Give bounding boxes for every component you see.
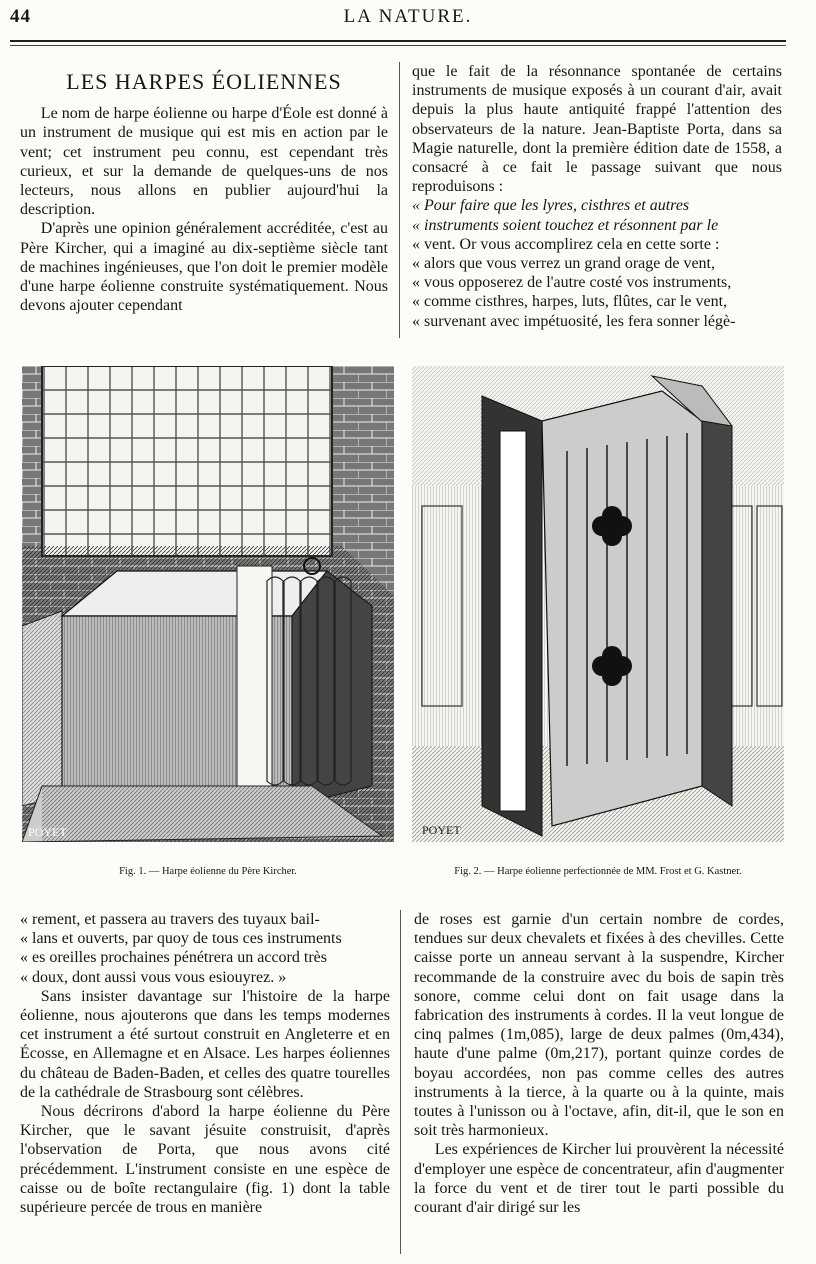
quote-line: « vent. Or vous accomplirez cela en cette sorte : — [412, 235, 720, 253]
paragraph-modern-history: Sans insister davantage sur l'histoire de la harpe éolienne, nous ajouterons que dans les temps modernes cet instrument a été surtout construit en Angleterre et en Écosse, en Allemagne et en Alsace. Les harpes éoliennes du château de Baden-Baden, et celles des quatre tourelles de la cathédrale de Strasbourg sont célèbres. — [20, 987, 390, 1101]
bottom-left-column — [20, 910, 390, 1217]
quote-line: « rement, et passera au travers des tuyaux bail- — [20, 911, 320, 928]
figure-2-engraving — [412, 366, 784, 842]
quote-line: « doux, dont aussi vous vous esiouyrez. » — [20, 968, 287, 986]
figure-1-caption: Fig. 1. — Harpe éolienne du Père Kircher. — [119, 866, 297, 877]
porta-quote — [412, 196, 782, 330]
bottom-right-column — [414, 910, 784, 1217]
header-rule — [10, 40, 786, 42]
quote-line: « lans et ouverts, par quoy de tous ces instruments — [20, 930, 342, 948]
article-title: LES HARPES ÉOLIENNES — [66, 69, 342, 94]
paragraph-kircher-description: Nous décrirons d'abord la harpe éolienne du Père Kircher, que le savant jésuite construisit, d'après l'observation de Porta, que nous avons cité précédemment. L'instrument consiste en une espèce de caisse ou de boîte rectangulaire (fig. 1) dont la table supérieure percée de trous en manière — [20, 1103, 390, 1217]
figure-2-frost-kastner-harp — [412, 366, 784, 842]
quote-line: « survenant avec impétuosité, les fera sonner légè- — [412, 312, 736, 330]
page-header — [0, 0, 816, 40]
figure-1-engraving — [22, 366, 394, 842]
top-right-column — [412, 62, 782, 331]
porta-quote-continued — [20, 910, 390, 987]
figure-2-signature: POYET — [422, 823, 461, 837]
figure-1-kircher-harp — [22, 366, 394, 842]
paragraph-concentrator: Les expériences de Kircher lui prouvèrent la nécessité d'employer une espèce de concentrateur, afin d'augmenter la force du vent et de tirer tout le parti possible du courant d'air dirigé sur les — [414, 1141, 784, 1217]
header-rule-thin — [10, 45, 786, 46]
quote-line: « alors que vous verrez un grand orage de vent, — [412, 255, 715, 273]
paragraph-construction: de roses est garnie d'un certain nombre de cordes, tendues sur deux chevalets et fixées à des chevilles. Cette caisse porte un anneau servant à la suspendre, Kircher recommande de la construire avec du bois de sapin très sonore, comme celui dont on fait usage dans la fabrication des instruments à cordes. Il la veut longue de cinq palmes (1m,085), large de deux palmes (0m,434), haute d'une palme (0m,217), portant quinze cordes de boyau accordées, non pas comme celles des autres instruments à la tierce, à la quarte ou à la quinte, mais toutes à l'unisson ou à l'octave, afin, dit-il, que le son en soit très harmonieux. — [414, 911, 784, 1140]
quote-line: « es oreilles prochaines pénétrera un accord très — [20, 949, 327, 967]
page-number: 44 — [10, 6, 31, 27]
paragraph-intro: Le nom de harpe éolienne ou harpe d'Éole est donné à un instrument de musique qui est mis en action par le vent; cet instrument peu connu, est cependant très curieux, et sur la demande de quelques-uns de nos lecteurs, nous allons en publier aujourd'hui la description. — [20, 105, 388, 219]
quote-line: « Pour faire que les lyres, cisthres et autres — [412, 197, 690, 215]
figure-1-signature: POYET — [28, 825, 67, 839]
column-rule-bottom — [400, 910, 401, 1254]
column-rule-top — [399, 62, 400, 338]
figure-2-caption: Fig. 2. — Harpe éolienne perfectionnée de MM. Frost et G. Kastner. — [454, 866, 742, 877]
paragraph-kircher-origin: D'après une opinion généralement accréditée, c'est au Père Kircher, qui a imaginé au dix-septième siècle tant de machines ingénieuses, que l'on doit le premier modèle d'une harpe éolienne construite systématiquement. Nous devons ajouter cependant — [20, 220, 388, 315]
quote-line: « vous opposerez de l'autre costé vos instruments, — [412, 274, 732, 292]
running-title: LA NATURE. — [343, 6, 473, 27]
paragraph-porta: que le fait de la résonnance spontanée de certains instruments de musique exposés à un courant d'air, avait depuis la plus haute antiquité frappé l'attention des observateurs de la nature. Jean-Baptiste Porta, dans sa Magie naturelle, dont la première édition date de 1558, a consacré à ce fait le passage suivant que nous reproduisons : — [412, 63, 782, 196]
top-left-column — [20, 56, 388, 315]
quote-line: « comme cisthres, harpes, luts, flûtes, car le vent, — [412, 293, 728, 311]
quote-line: « instruments soient touchez et résonnent par le — [412, 216, 719, 234]
